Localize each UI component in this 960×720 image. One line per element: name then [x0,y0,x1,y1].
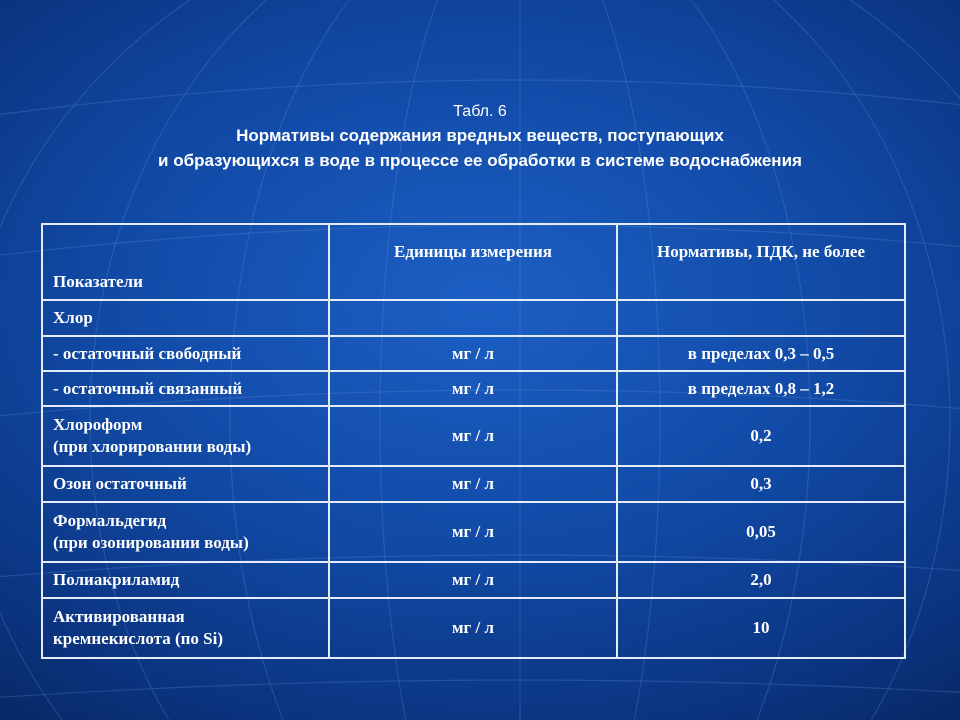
row-value: 0,2 [617,406,905,466]
row-name: Хлор [42,300,329,336]
row-name: Активированная [53,607,185,626]
table-row [42,466,905,502]
table-row [42,300,905,336]
table-title-line-2: и образующихся в воде в процессе ее обработки в системе водоснабжения [158,151,802,170]
row-name: Хлороформ [53,415,143,434]
header-indicator: Показатели [42,224,329,300]
row-unit: мг / л [329,598,617,658]
row-value: в пределах 0,3 – 0,5 [617,336,905,371]
row-note: (при хлорировании воды) [53,437,252,456]
row-note: (при озонировании воды) [53,533,249,552]
table-row [42,502,905,562]
row-name-cell [42,502,329,562]
row-unit [329,300,617,336]
row-name: Формальдегид [53,511,167,530]
table-row [42,598,905,658]
row-name: Полиакриламид [42,562,329,598]
row-name: - остаточный связанный [42,371,329,406]
row-value: 2,0 [617,562,905,598]
row-unit: мг / л [329,502,617,562]
row-value: 10 [617,598,905,658]
row-value [617,300,905,336]
row-name: - остаточный свободный [42,336,329,371]
standards-table [41,223,906,659]
row-note: кремнекислота (по Si) [53,629,224,648]
row-unit: мг / л [329,406,617,466]
table-caption [0,101,960,173]
row-value: 0,3 [617,466,905,502]
row-name-cell [42,598,329,658]
table-title-line-1: Нормативы содержания вредных веществ, поступающих [236,126,724,145]
table-row [42,371,905,406]
row-value: в пределах 0,8 – 1,2 [617,371,905,406]
header-units: Единицы измерения [329,224,617,300]
row-unit: мг / л [329,562,617,598]
row-name: Озон остаточный [42,466,329,502]
table-number: Табл. 6 [453,103,507,120]
table-row [42,336,905,371]
row-value: 0,05 [617,502,905,562]
row-name-cell [42,406,329,466]
row-unit: мг / л [329,466,617,502]
table-row [42,562,905,598]
header-norms: Нормативы, ПДК, не более [617,224,905,300]
row-unit: мг / л [329,336,617,371]
table-header-row [42,224,905,300]
row-unit: мг / л [329,371,617,406]
table-row [42,406,905,466]
